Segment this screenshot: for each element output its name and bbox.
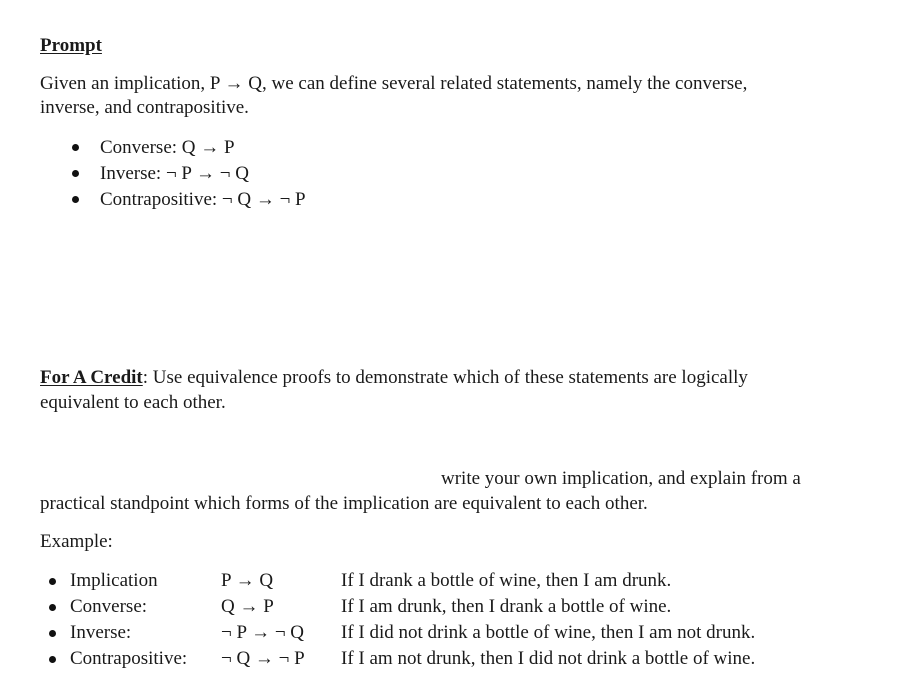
credit-line-2: equivalent to each other. xyxy=(40,392,226,413)
intro-line-1: Given an implication, P → Q, we can define several related statements, namely the converse, xyxy=(40,73,748,94)
definition-contrapositive: Contrapositive: ¬ Q → ¬ P xyxy=(100,189,306,210)
bullet-icon xyxy=(72,196,79,203)
example-sentence: If I did not drink a bottle of wine, then I am not drunk. xyxy=(341,622,756,643)
bullet-icon xyxy=(72,144,79,151)
example-symbolic: Q → P xyxy=(221,596,274,617)
example-term: Contrapositive: xyxy=(70,648,188,669)
credit-text: : Use equivalence proofs to demonstrate which of these statements are logically xyxy=(142,367,748,388)
example-term: Converse: xyxy=(70,596,148,617)
example-sentence: If I am not drunk, then I did not drink a bottle of wine. xyxy=(341,648,756,669)
bullet-icon xyxy=(49,630,56,637)
example-term: Inverse: xyxy=(70,622,132,643)
bullet-icon xyxy=(49,578,56,585)
intro-line-2: inverse, and contrapositive. xyxy=(40,97,249,118)
example-term: Implication xyxy=(70,570,158,591)
bullet-icon xyxy=(72,170,79,177)
bullet-icon xyxy=(49,656,56,663)
other-line-1: write your own implication, and explain from a xyxy=(441,468,801,489)
example-label: Example: xyxy=(40,531,113,552)
bullet-icon xyxy=(49,604,56,611)
credit-heading: For A Credit xyxy=(40,367,143,388)
example-symbolic: P → Q xyxy=(221,570,274,591)
other-line-2: practical standpoint which forms of the implication are equivalent to each other. xyxy=(40,493,648,514)
definition-converse: Converse: Q → P xyxy=(100,137,235,158)
example-symbolic: ¬ Q → ¬ P xyxy=(221,648,305,669)
example-sentence: If I drank a bottle of wine, then I am drunk. xyxy=(341,570,672,591)
credit-line-1 xyxy=(40,366,748,390)
definition-inverse: Inverse: ¬ P → ¬ Q xyxy=(100,163,249,184)
example-symbolic: ¬ P → ¬ Q xyxy=(221,622,305,643)
example-sentence: If I am drunk, then I drank a bottle of wine. xyxy=(341,596,672,617)
prompt-heading: Prompt xyxy=(40,35,102,56)
